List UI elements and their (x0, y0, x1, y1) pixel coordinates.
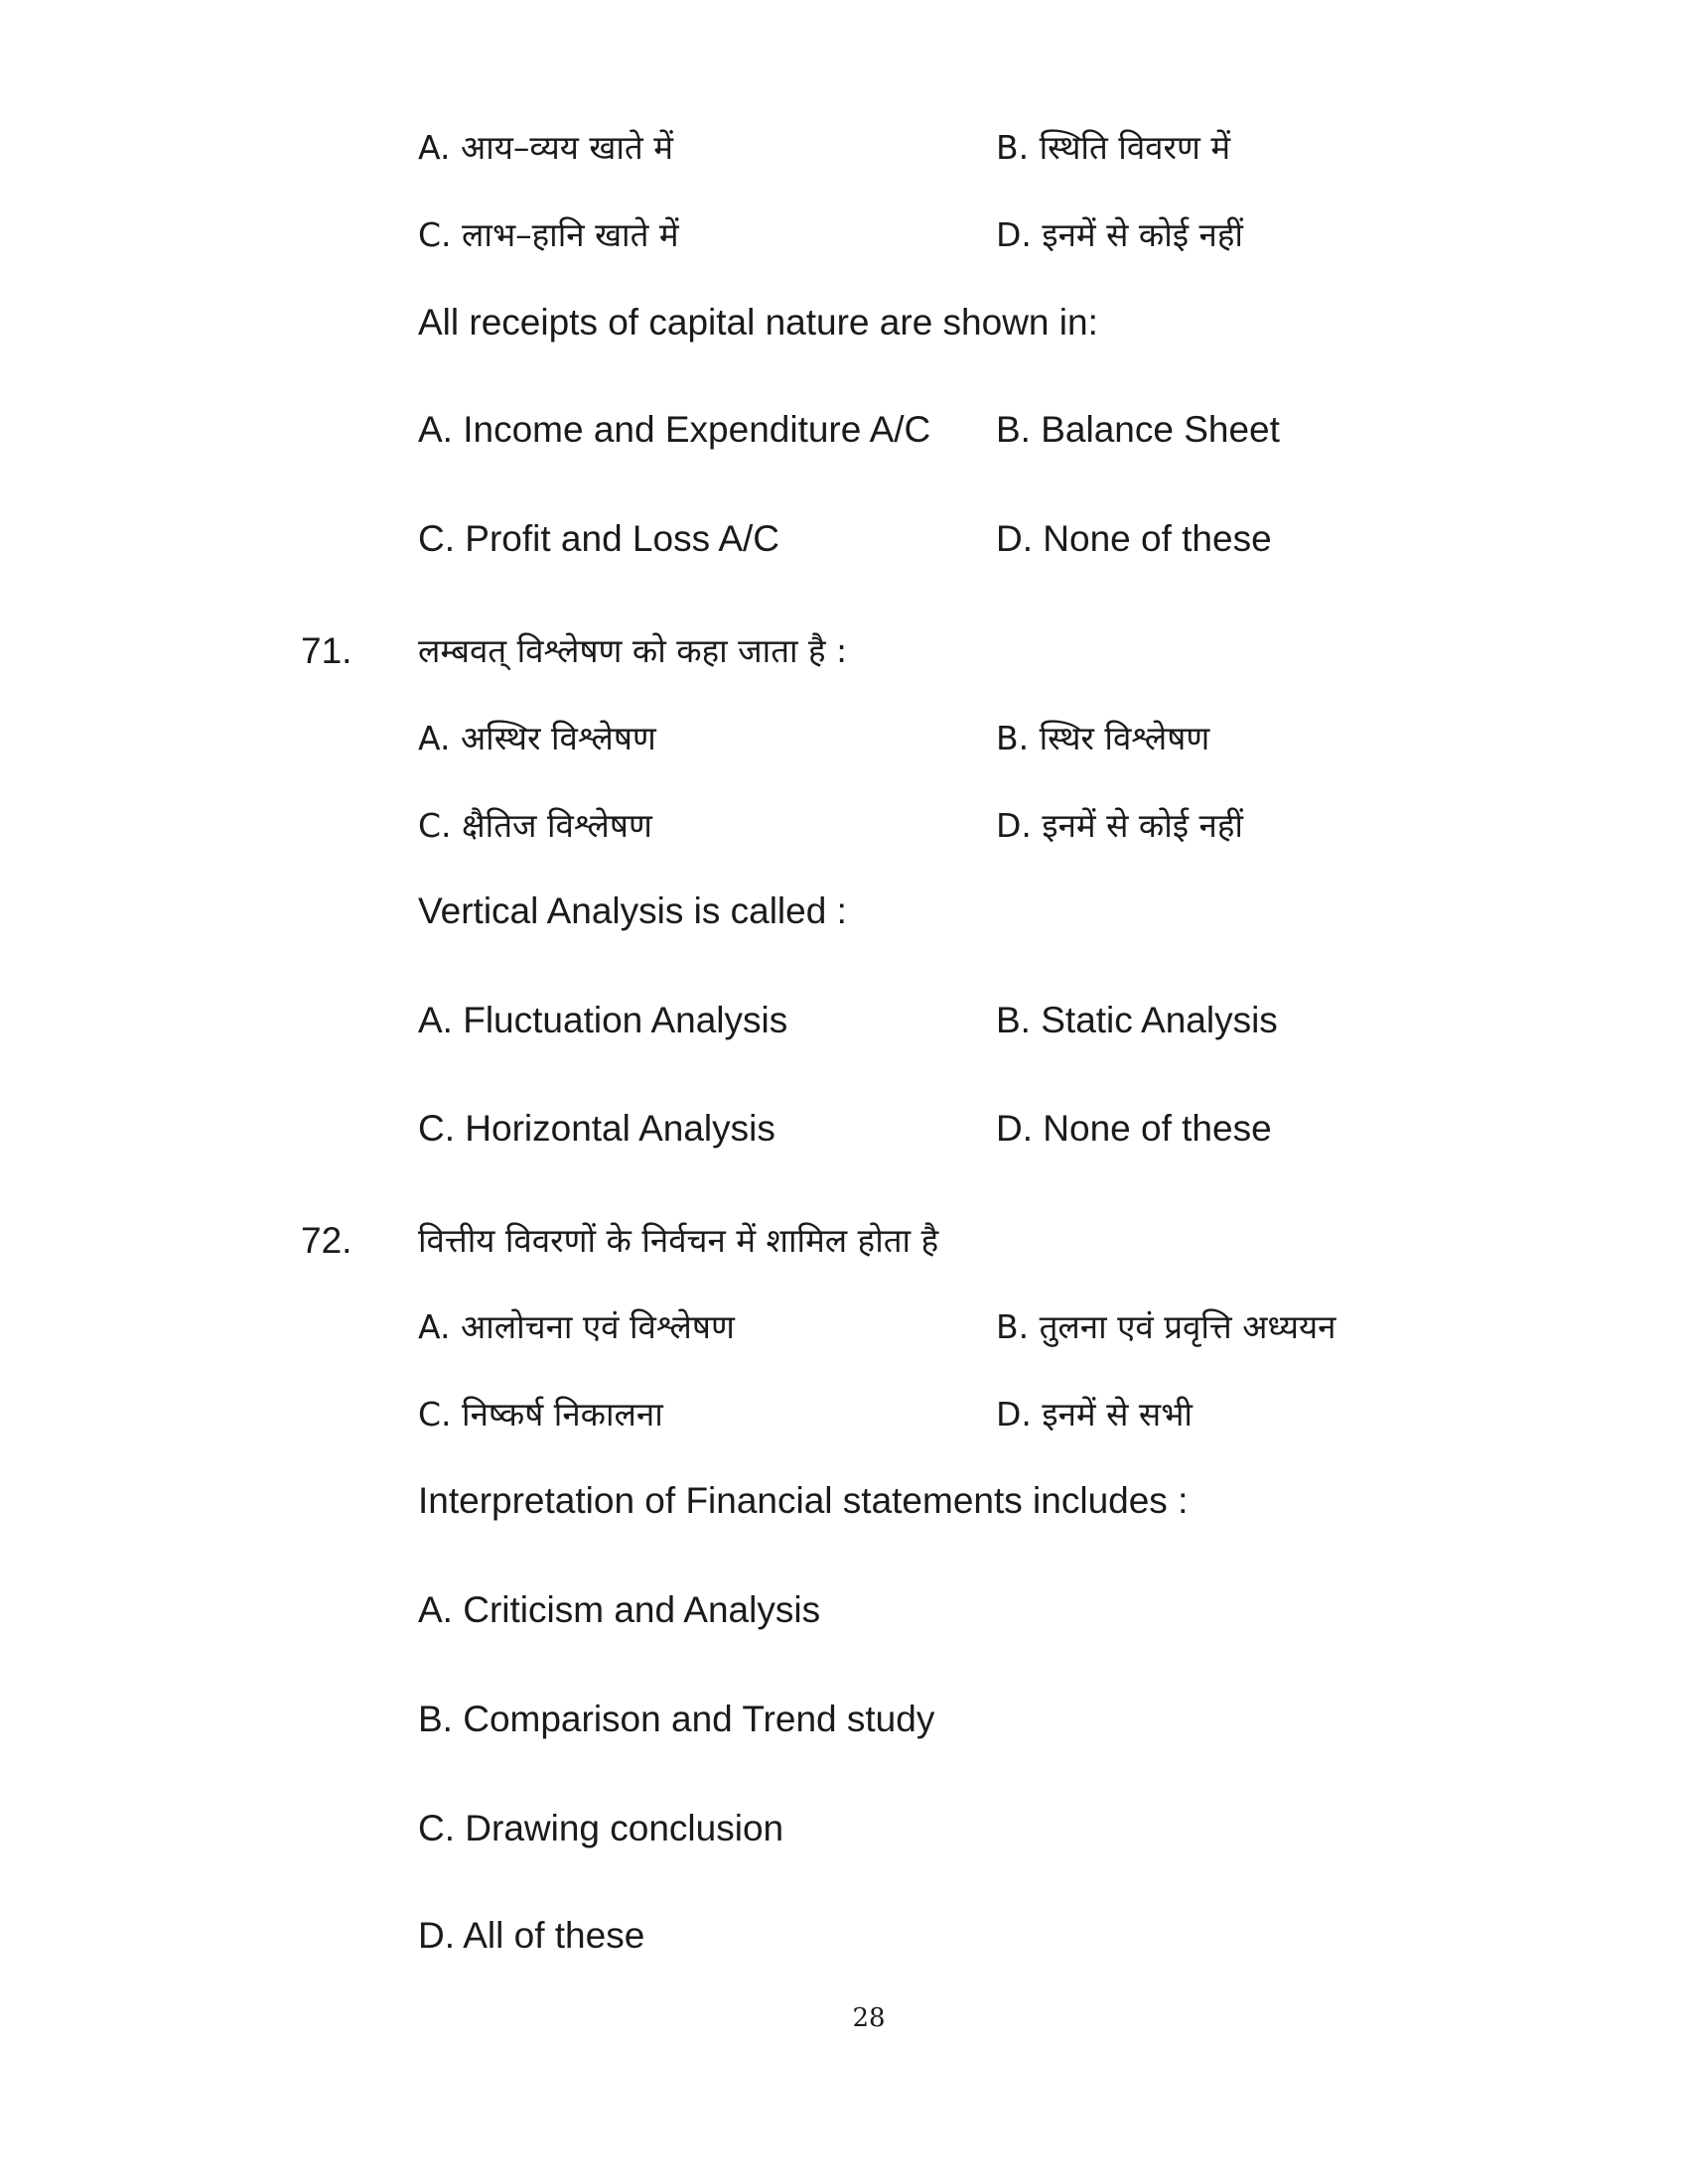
option-b-english: B. Balance Sheet (996, 409, 1280, 450)
option-c-hindi: C. लाभ–हानि खाते में (418, 215, 679, 254)
option-a-hindi: A. आलोचना एवं विश्लेषण (418, 1307, 735, 1346)
question-72-english: Interpretation of Financial statements includes : (418, 1480, 1189, 1521)
option-a-hindi: A. अस्थिर विश्लेषण (418, 719, 656, 757)
option-a-english: A. Fluctuation Analysis (418, 1000, 788, 1040)
question-number: 71. (301, 630, 352, 671)
option-d-hindi: D. इनमें से सभी (996, 1395, 1193, 1433)
question-71-english: Vertical Analysis is called : (418, 890, 847, 931)
option-b-english: B. Static Analysis (996, 1000, 1278, 1040)
option-a-english: A. Criticism and Analysis (418, 1589, 821, 1630)
question-72-hindi: वित्तीय विवरणों के निर्वचन में शामिल होता है (418, 1221, 939, 1260)
option-b-english: B. Comparison and Trend study (418, 1699, 935, 1739)
option-c-english: C. Drawing conclusion (418, 1808, 784, 1848)
question-number: 72. (301, 1220, 352, 1261)
option-c-hindi: C. क्षैतिज विश्लेषण (418, 806, 652, 845)
option-d-hindi: D. इनमें से कोई नहीं (996, 806, 1243, 845)
option-c-english: C. Horizontal Analysis (418, 1108, 775, 1149)
option-d-english: D. All of these (418, 1915, 645, 1956)
option-d-hindi: D. इनमें से कोई नहीं (996, 215, 1243, 254)
option-c-english: C. Profit and Loss A/C (418, 518, 780, 559)
option-c-hindi: C. निष्कर्ष निकालना (418, 1395, 663, 1433)
option-b-hindi: B. तुलना एवं प्रवृत्ति अध्ययन (996, 1307, 1336, 1346)
option-d-english: D. None of these (996, 1108, 1272, 1149)
question-70-english: All receipts of capital nature are shown in: (418, 302, 1098, 342)
option-a-english: A. Income and Expenditure A/C (418, 409, 931, 450)
question-71-hindi: लम्बवत् विश्लेषण को कहा जाता है : (418, 631, 848, 670)
option-a-hindi: A. आय–व्यय खाते में (418, 128, 673, 167)
option-b-hindi: B. स्थिति विवरण में (996, 128, 1231, 167)
page-number: 28 (852, 2003, 886, 2033)
option-d-english: D. None of these (996, 518, 1272, 559)
option-b-hindi: B. स्थिर विश्लेषण (996, 719, 1210, 757)
